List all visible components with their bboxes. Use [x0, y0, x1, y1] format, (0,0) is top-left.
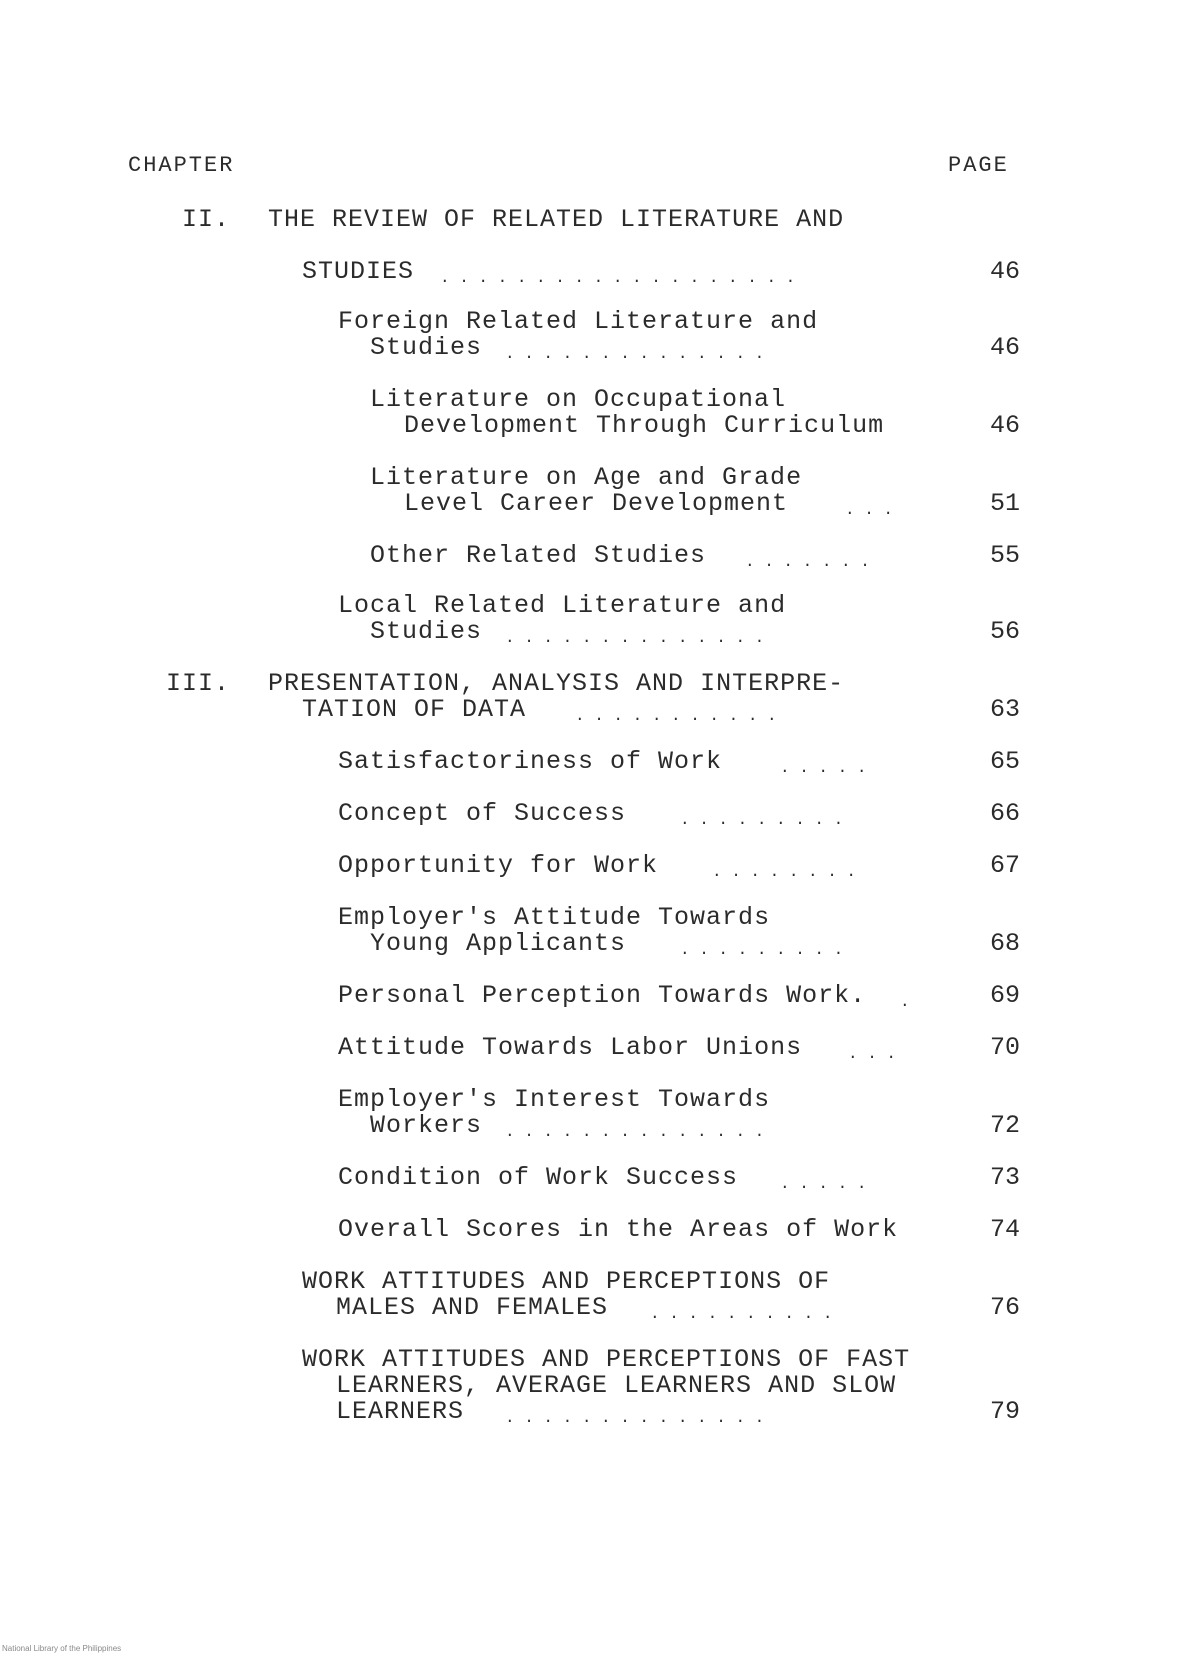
- toc-entry-cont: Level Career Development: [404, 489, 789, 518]
- page-number: 63: [989, 695, 1020, 724]
- leader-dots: . . . . . . . . . . . . . .: [505, 1409, 765, 1427]
- chapter-numeral: II.: [182, 205, 231, 234]
- toc-entry: Opportunity for Work: [338, 851, 659, 880]
- leader-dots: . . . . . . . . . . . . . . . . . . .: [440, 269, 796, 287]
- scan-footer: National Library of the Philippines: [2, 1644, 122, 1653]
- leader-dots: . . . . . . . . .: [680, 941, 844, 959]
- toc-entry: Employer's Attitude Towards: [338, 903, 771, 932]
- toc-entry: Attitude Towards Labor Unions: [338, 1033, 803, 1062]
- toc-entry: Literature on Age and Grade: [370, 463, 803, 492]
- page-number: 76: [989, 1293, 1020, 1322]
- chapter-column-header: CHAPTER: [128, 153, 235, 178]
- leader-dots: . . . . .: [780, 1175, 867, 1193]
- toc-entry-cont: Young Applicants: [370, 929, 627, 958]
- leader-dots: . . . . . . . .: [712, 863, 857, 881]
- page-number: 73: [989, 1163, 1020, 1192]
- leader-dots: . . . . . . . . . . . . . .: [505, 629, 765, 647]
- leader-dots: .: [900, 993, 910, 1011]
- leader-dots: . . . . .: [780, 759, 867, 777]
- page-number: 72: [989, 1111, 1020, 1140]
- leader-dots: . . . . . . .: [745, 553, 870, 571]
- page-number: 46: [989, 257, 1020, 286]
- page-number: 79: [989, 1397, 1020, 1426]
- leader-dots: . . .: [848, 1045, 897, 1063]
- chapter-title-cont: STUDIES: [302, 257, 415, 286]
- toc-entry: Local Related Literature and: [338, 591, 787, 620]
- leader-dots: . . . . . . . . . . .: [575, 707, 777, 725]
- toc-entry: Literature on Occupational: [370, 385, 787, 414]
- toc-entry: WORK ATTITUDES AND PERCEPTIONS OF: [302, 1267, 831, 1296]
- leader-dots: . . . . . . . . . . . . . .: [505, 345, 765, 363]
- toc-entry: Concept of Success: [338, 799, 627, 828]
- page-number: 69: [989, 981, 1020, 1010]
- toc-entry-cont: MALES AND FEMALES: [336, 1293, 609, 1322]
- page-column-header: PAGE: [948, 153, 1009, 178]
- leader-dots: . . . . . . . . . .: [650, 1305, 833, 1323]
- page-number: 68: [989, 929, 1020, 958]
- toc-entry-cont: Studies: [370, 333, 483, 362]
- page-number: 46: [989, 411, 1020, 440]
- toc-entry-cont: Development Through Curriculum: [404, 411, 885, 440]
- toc-entry-cont: Studies: [370, 617, 483, 646]
- toc-entry-cont: LEARNERS: [336, 1397, 465, 1426]
- page-number: 55: [989, 541, 1020, 570]
- toc-entry: WORK ATTITUDES AND PERCEPTIONS OF FAST: [302, 1345, 911, 1374]
- toc-entry: Condition of Work Success: [338, 1163, 739, 1192]
- chapter-title: THE REVIEW OF RELATED LITERATURE AND: [268, 205, 845, 234]
- page-number: 70: [989, 1033, 1020, 1062]
- toc-entry-cont: LEARNERS, AVERAGE LEARNERS AND SLOW: [336, 1371, 897, 1400]
- toc-entry: Other Related Studies: [370, 541, 707, 570]
- page-number: 56: [989, 617, 1020, 646]
- toc-entry: Satisfactoriness of Work: [338, 747, 723, 776]
- chapter-title: PRESENTATION, ANALYSIS AND INTERPRE-: [268, 669, 845, 698]
- chapter-title-cont: TATION OF DATA: [302, 695, 527, 724]
- page-number: 66: [989, 799, 1020, 828]
- page-number: 51: [989, 489, 1020, 518]
- toc-entry: Overall Scores in the Areas of Work: [338, 1215, 899, 1244]
- page-number: 65: [989, 747, 1020, 776]
- page-number: 46: [989, 333, 1020, 362]
- toc-entry-cont: Workers: [370, 1111, 483, 1140]
- page-number: 67: [989, 851, 1020, 880]
- toc-entry: Employer's Interest Towards: [338, 1085, 771, 1114]
- leader-dots: . . . . . . . . . . . . . .: [505, 1123, 765, 1141]
- page-number: 74: [989, 1215, 1020, 1244]
- toc-entry: Foreign Related Literature and: [338, 307, 819, 336]
- toc-entry: Personal Perception Towards Work.: [338, 981, 867, 1010]
- leader-dots: . . .: [845, 501, 894, 519]
- leader-dots: . . . . . . . . .: [680, 811, 844, 829]
- chapter-numeral: III.: [166, 669, 231, 698]
